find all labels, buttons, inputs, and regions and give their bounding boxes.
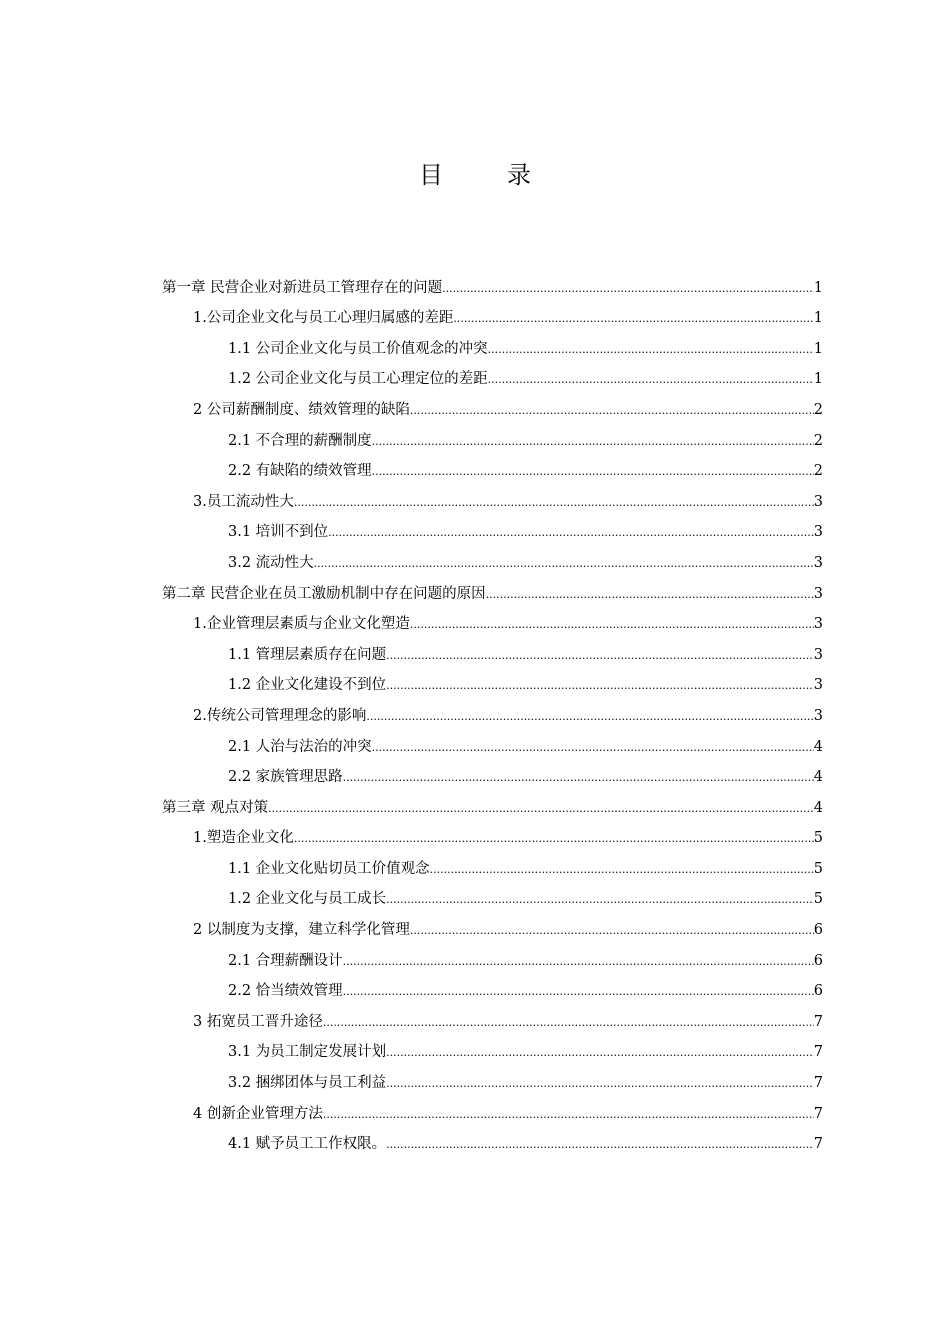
- toc-entry[interactable]: [0, 975, 950, 1006]
- toc-leader-dots: [486, 585, 814, 605]
- toc-entry[interactable]: [0, 883, 950, 914]
- toc-entry-line: [193, 614, 950, 635]
- toc-leader-dots: [386, 1043, 814, 1063]
- toc-entry[interactable]: [0, 455, 950, 486]
- toc-entry-line: [193, 920, 950, 941]
- toc-page-number: 6: [813, 952, 823, 969]
- toc-leader-dots: [294, 829, 814, 849]
- toc-entry[interactable]: [0, 852, 950, 883]
- toc-entry-title: 3.2 流动性大: [228, 554, 314, 571]
- toc-page-number: 7: [813, 1075, 823, 1092]
- toc-entry-title: 2.2 有缺陷的绩效管理: [228, 463, 372, 480]
- toc-entry[interactable]: [0, 1097, 950, 1128]
- toc-page-number: 3: [813, 677, 823, 694]
- page-title: 目 录: [419, 161, 551, 189]
- toc-entry-title: 1.2 企业文化与员工成长: [228, 891, 387, 908]
- toc-entry-title: 3.2 捆绑团体与员工利益: [228, 1075, 387, 1092]
- toc-page-number: 3: [813, 646, 823, 663]
- toc-entry[interactable]: [0, 302, 950, 333]
- toc-leader-dots: [372, 462, 814, 482]
- toc-leader-dots: [410, 921, 814, 941]
- toc-leader-dots: [430, 860, 814, 880]
- toc-entry[interactable]: [0, 393, 950, 424]
- toc-leader-dots: [410, 401, 814, 421]
- toc-entry-line: [228, 431, 950, 452]
- toc-page-number: 5: [813, 830, 823, 847]
- toc-leader-dots: [453, 309, 813, 329]
- toc-page-number: 7: [813, 1136, 823, 1153]
- toc-leader-dots: [488, 370, 814, 390]
- toc-page-number: 1: [813, 310, 823, 327]
- toc-entry-title: 1.塑造企业文化: [193, 830, 294, 847]
- toc-entry[interactable]: [0, 669, 950, 700]
- toc-entry-line: [193, 1104, 950, 1125]
- toc-leader-dots: [386, 890, 814, 910]
- toc-page-number: 5: [813, 860, 823, 877]
- toc-leader-dots: [488, 340, 814, 360]
- toc-entry-title: 4 创新企业管理方法: [193, 1105, 323, 1122]
- toc-leader-dots: [386, 646, 814, 666]
- toc-entry-title: 1.1 公司企业文化与员工价值观念的冲突: [228, 340, 488, 357]
- toc-entry-title: 4.1 赋予员工工作权限。: [228, 1136, 387, 1153]
- toc-entry-title: 2.1 合理薪酬设计: [228, 952, 343, 969]
- toc-entry[interactable]: [0, 761, 950, 792]
- toc-entry[interactable]: [0, 1005, 950, 1036]
- table-of-contents: [0, 271, 950, 1158]
- toc-entry-line: [162, 278, 950, 299]
- toc-leader-dots: [366, 707, 813, 727]
- toc-page-number: 3: [813, 616, 823, 633]
- toc-entry-title: 第二章 民营企业在员工激励机制中存在问题的原因: [162, 585, 486, 602]
- toc-entry[interactable]: [0, 577, 950, 608]
- toc-entry[interactable]: [0, 363, 950, 394]
- toc-entry[interactable]: [0, 546, 950, 577]
- toc-entry-title: 2 公司薪酬制度、绩效管理的缺陷: [193, 401, 410, 418]
- toc-entry-line: [193, 828, 950, 849]
- toc-page-number: 1: [813, 371, 823, 388]
- toc-entry[interactable]: [0, 1066, 950, 1097]
- toc-page-number: 3: [813, 707, 823, 724]
- toc-entry[interactable]: [0, 699, 950, 730]
- toc-leader-dots: [386, 676, 814, 696]
- toc-entry-line: [228, 461, 950, 482]
- toc-entry[interactable]: [0, 1036, 950, 1067]
- toc-page-number: 2: [813, 463, 823, 480]
- toc-entry-title: 1.企业管理层素质与企业文化塑造: [193, 616, 410, 633]
- toc-page-number: 7: [813, 1044, 823, 1061]
- toc-entry-line: [228, 859, 950, 880]
- toc-entry-title: 1.2 公司企业文化与员工心理定位的差距: [228, 371, 488, 388]
- toc-entry-title: 2.2 恰当绩效管理: [228, 983, 343, 1000]
- toc-entry[interactable]: [0, 944, 950, 975]
- toc-page-number: 6: [813, 922, 823, 939]
- toc-entry-title: 3.员工流动性大: [193, 493, 294, 510]
- toc-entry-line: [193, 308, 950, 329]
- toc-entry-title: 2.传统公司管理理念的影响: [193, 707, 367, 724]
- toc-entry-title: 1.2 企业文化建设不到位: [228, 677, 387, 694]
- toc-page-number: 2: [813, 432, 823, 449]
- toc-page-number: 3: [813, 493, 823, 510]
- toc-leader-dots: [372, 432, 814, 452]
- toc-entry[interactable]: [0, 516, 950, 547]
- toc-entry[interactable]: [0, 485, 950, 516]
- toc-page-number: 1: [813, 279, 823, 296]
- toc-entry-line: [228, 522, 950, 543]
- toc-leader-dots: [343, 768, 814, 788]
- toc-leader-dots: [343, 952, 814, 972]
- toc-entry-line: [228, 951, 950, 972]
- toc-entry-line: [228, 339, 950, 360]
- toc-leader-dots: [410, 615, 814, 635]
- toc-page-number: 4: [813, 799, 823, 816]
- toc-entry[interactable]: [0, 730, 950, 761]
- toc-entry-title: 第一章 民营企业对新进员工管理存在的问题: [162, 279, 443, 296]
- toc-entry-line: [193, 492, 950, 513]
- toc-entry-title: 3.1 培训不到位: [228, 524, 329, 541]
- toc-leader-dots: [314, 554, 814, 574]
- toc-entry[interactable]: [0, 822, 950, 853]
- toc-page-number: 5: [813, 891, 823, 908]
- toc-entry-title: 2.1 不合理的薪酬制度: [228, 432, 372, 449]
- toc-page-number: 4: [813, 738, 823, 755]
- toc-entry[interactable]: [0, 791, 950, 822]
- toc-leader-dots: [343, 982, 814, 1002]
- toc-leader-dots: [268, 799, 814, 819]
- toc-entry-title: 第三章 观点对策: [162, 799, 269, 816]
- toc-page-number: 4: [813, 769, 823, 786]
- toc-page-number: 1: [813, 340, 823, 357]
- toc-entry-line: [193, 400, 950, 421]
- toc-entry[interactable]: [0, 332, 950, 363]
- toc-entry-line: [228, 1073, 950, 1094]
- toc-entry-line: [193, 706, 950, 727]
- toc-entry-line: [228, 889, 950, 910]
- toc-entry-line: [228, 369, 950, 390]
- toc-entry-line: [162, 584, 950, 605]
- toc-entry-line: [162, 798, 950, 819]
- toc-entry-line: [228, 981, 950, 1002]
- toc-entry[interactable]: [0, 424, 950, 455]
- toc-entry-title: 1.公司企业文化与员工心理归属感的差距: [193, 310, 454, 327]
- toc-entry-line: [193, 1012, 950, 1033]
- toc-entry[interactable]: [0, 913, 950, 944]
- toc-page-number: 3: [813, 585, 823, 602]
- toc-entry-title: 2 以制度为支撑，建立科学化管理: [193, 922, 410, 939]
- toc-leader-dots: [372, 738, 814, 758]
- toc-entry-line: [228, 1042, 950, 1063]
- toc-page-number: 3: [813, 524, 823, 541]
- toc-leader-dots: [386, 1135, 814, 1155]
- toc-leader-dots: [323, 1013, 814, 1033]
- toc-entry[interactable]: [0, 271, 950, 302]
- toc-entry-line: [228, 737, 950, 758]
- toc-entry-line: [228, 675, 950, 696]
- toc-entry-title: 2.2 家族管理思路: [228, 769, 343, 786]
- toc-entry-title: 1.1 企业文化贴切员工价值观念: [228, 860, 430, 877]
- toc-entry-line: [228, 645, 950, 666]
- toc-entry-line: [228, 1134, 950, 1155]
- toc-page-number: 6: [813, 983, 823, 1000]
- toc-entry[interactable]: [0, 1128, 950, 1159]
- toc-page-number: 7: [813, 1013, 823, 1030]
- toc-entry-title: 3.1 为员工制定发展计划: [228, 1044, 387, 1061]
- toc-entry-title: 1.1 管理层素质存在问题: [228, 646, 387, 663]
- toc-page-number: 2: [813, 401, 823, 418]
- toc-entry[interactable]: [0, 608, 950, 639]
- toc-leader-dots: [442, 279, 814, 299]
- toc-entry-title: 3 拓宽员工晋升途径: [193, 1013, 323, 1030]
- toc-page-number: 3: [813, 554, 823, 571]
- toc-leader-dots: [386, 1074, 814, 1094]
- toc-leader-dots: [323, 1105, 814, 1125]
- toc-entry[interactable]: [0, 638, 950, 669]
- toc-entry-line: [228, 767, 950, 788]
- toc-entry-title: 2.1 人治与法治的冲突: [228, 738, 372, 755]
- toc-leader-dots: [294, 493, 814, 513]
- toc-entry-line: [228, 553, 950, 574]
- toc-page-number: 7: [813, 1105, 823, 1122]
- toc-leader-dots: [328, 523, 814, 543]
